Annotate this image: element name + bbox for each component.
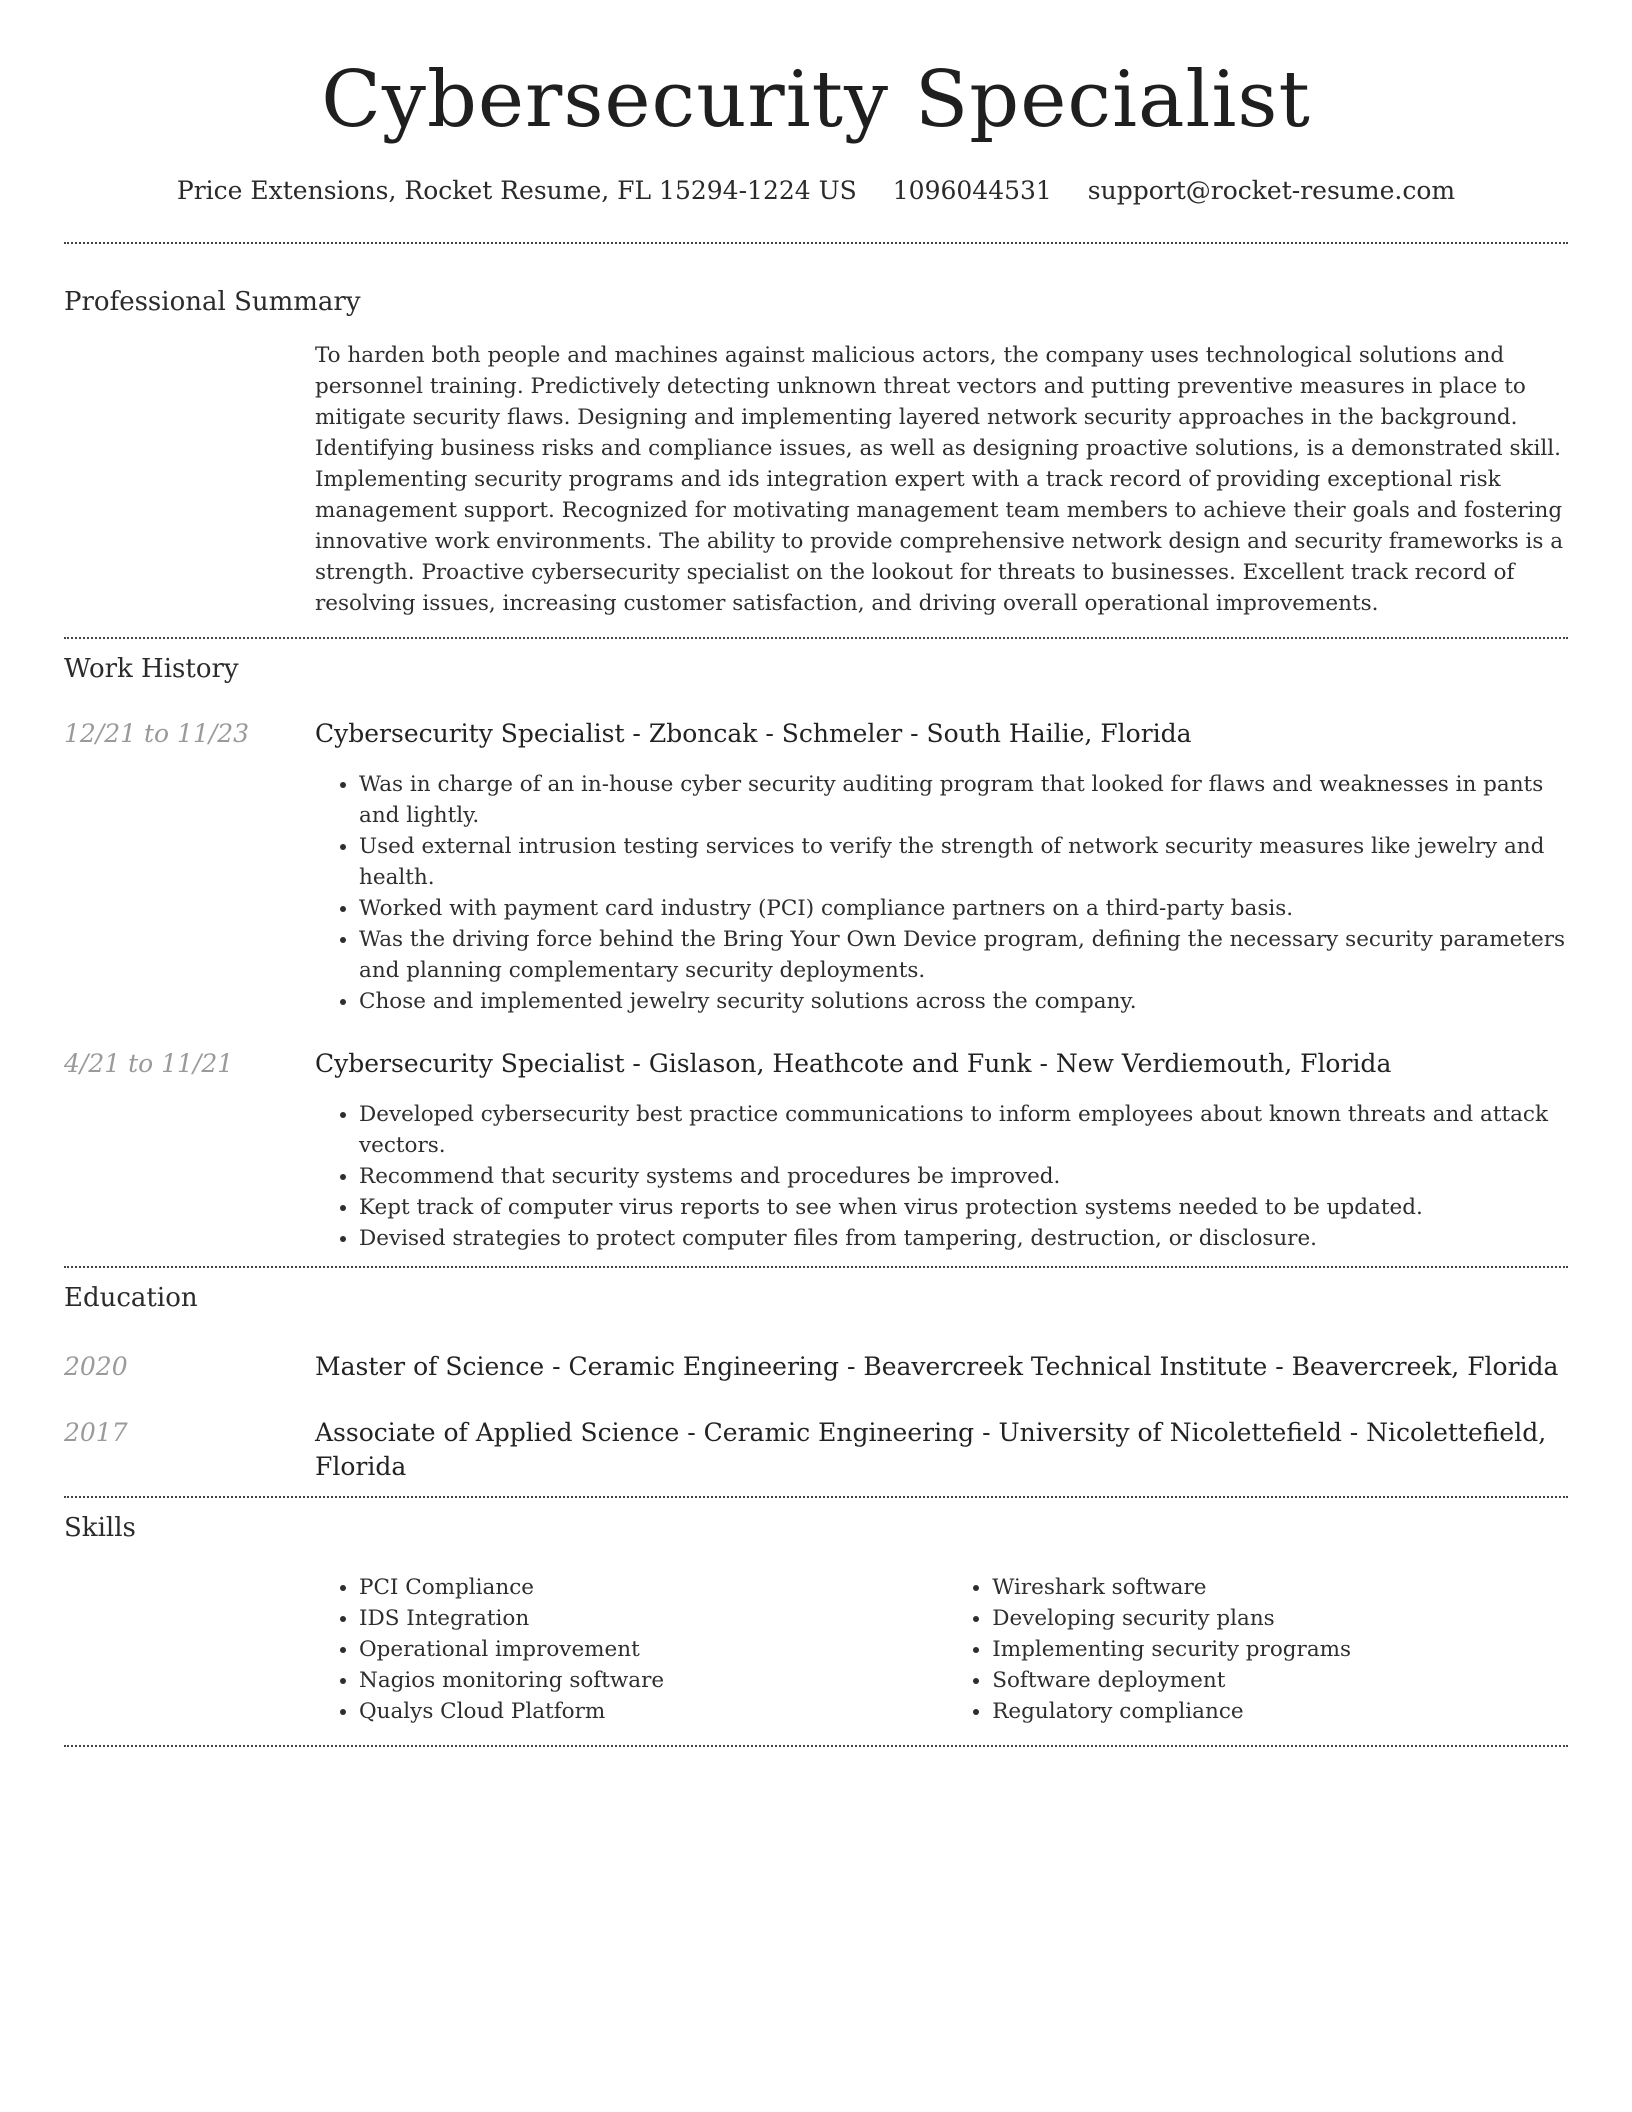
job-heading: Cybersecurity Specialist - Gislason, Heathcote and Funk - New Verdiemouth, Florida [315, 1049, 1392, 1078]
skill-item: • Developing security plans [992, 1603, 1568, 1634]
section-title-work-history: Work History [64, 654, 239, 684]
contact-address: Price Extensions, Rocket Resume, FL 15294-1224 US [176, 176, 857, 205]
section-divider [64, 242, 1568, 244]
skill-item: • Implementing security programs [992, 1634, 1568, 1665]
skill-item: • Nagios monitoring software [359, 1665, 948, 1696]
skill-item: • Operational improvement [359, 1634, 948, 1665]
section-title-skills: Skills [64, 1513, 136, 1543]
section-title-education: Education [64, 1283, 198, 1313]
job-bullet: • Was in charge of an in-house cyber security auditing program that looked for flaws and weaknesses in pants and lightly. [359, 769, 1568, 831]
job-bullet: • Worked with payment card industry (PCI) compliance partners on a third-party basis. [359, 893, 1568, 924]
job-entry [64, 1047, 1568, 1081]
skill-item: • Regulatory compliance [992, 1696, 1568, 1727]
job-entry [64, 717, 1568, 751]
education-heading: Associate of Applied Science - Ceramic Engineering - University of Nicolettefield - Nicolettefield, Florida [315, 1418, 1547, 1481]
contact-email: support@rocket-resume.com [1087, 176, 1456, 205]
job-bullet: • Devised strategies to protect computer files from tampering, destruction, or disclosure. [359, 1223, 1568, 1254]
skill-item: • Qualys Cloud Platform [359, 1696, 948, 1727]
skills-column-left [315, 1572, 948, 1727]
job-bullets [359, 1099, 1568, 1254]
education-entry [64, 1350, 1568, 1384]
resume-page [64, 0, 1568, 1747]
section-divider [64, 637, 1568, 639]
job-bullets [359, 769, 1568, 1017]
job-bullet: • Recommend that security systems and procedures be improved. [359, 1161, 1568, 1192]
job-dates: 12/21 to 11/23 [64, 719, 250, 748]
skill-item: • Software deployment [992, 1665, 1568, 1696]
summary-text: To harden both people and machines against malicious actors, the company uses technological solutions and personnel training. Predictively detecting unknown threat vectors and putting preventive measures in place to mitigate security flaws. Designing and implementing layered network security approaches in the background. Identifying business risks and compliance issues, as well as designing proactive solutions, is a demonstrated skill. Implementing security programs and ids integration expert with a track record of providing exceptional risk management support. Recognized for motivating management team members to achieve their goals and fostering innovative work environments. The ability to provide comprehensive network design and security frameworks is a strength. Proactive cybersecurity specialist on the lookout for threats to businesses. Excellent track record of resolving issues, increasing customer satisfaction, and driving overall operational improvements. [315, 343, 1564, 616]
job-bullet: • Kept track of computer virus reports to see when virus protection systems needed to be updated. [359, 1192, 1568, 1223]
section-divider [64, 1266, 1568, 1268]
job-bullet: • Used external intrusion testing services to verify the strength of network security measures like jewelry and health. [359, 831, 1568, 893]
skill-item: • IDS Integration [359, 1603, 948, 1634]
skills-column-right [948, 1572, 1568, 1727]
education-year: 2020 [64, 1352, 128, 1381]
contact-phone: 1096044531 [892, 176, 1052, 205]
education-entry [64, 1416, 1568, 1484]
skill-item: • PCI Compliance [359, 1572, 948, 1603]
resume-name: Cybersecurity Specialist [321, 55, 1311, 145]
section-title-summary: Professional Summary [64, 287, 361, 317]
job-dates: 4/21 to 11/21 [64, 1049, 234, 1078]
contact-line [64, 174, 1568, 208]
education-year: 2017 [64, 1418, 128, 1447]
job-heading: Cybersecurity Specialist - Zboncak - Schmeler - South Hailie, Florida [315, 719, 1192, 748]
education-heading: Master of Science - Ceramic Engineering - Beavercreek Technical Institute - Beavercreek, Florida [315, 1352, 1559, 1381]
job-bullet: • Was the driving force behind the Bring Your Own Device program, defining the necessary security parameters and planning complementary security deployments. [359, 924, 1568, 986]
job-bullet: • Chose and implemented jewelry security solutions across the company. [359, 986, 1568, 1017]
skills-list [315, 1572, 1568, 1727]
section-divider [64, 1496, 1568, 1498]
job-bullet: • Developed cybersecurity best practice communications to inform employees about known threats and attack vectors. [359, 1099, 1568, 1161]
section-divider [64, 1745, 1568, 1747]
skill-item: • Wireshark software [992, 1572, 1568, 1603]
